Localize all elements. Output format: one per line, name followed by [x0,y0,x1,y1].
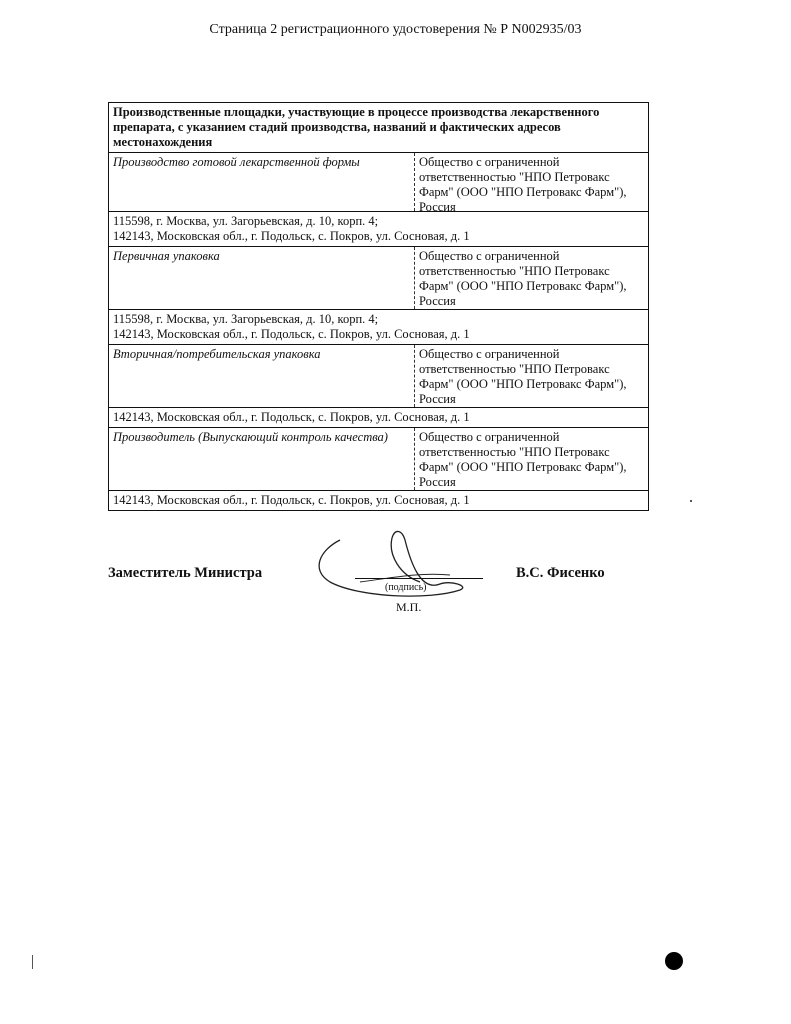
signature-caption: (подпись) [385,582,427,593]
signer-position: Заместитель Министра [108,565,263,581]
handwritten-signature [300,520,490,610]
address-block [109,212,648,247]
address-line: 115598, г. Москва, ул. Загорьевская, д. 10, корп. 4; [113,312,379,326]
stage-name: Производитель (Выпускающий контроль качества) [113,430,388,444]
address-block [109,408,648,428]
stage-row [109,428,648,491]
stage-name: Первичная упаковка [113,249,220,263]
address-block [109,310,648,345]
stamp-label: М.П. [396,600,422,614]
stage-company: Общество с ограниченной ответственностью "НПО Петровакс Фарм" (ООО "НПО Петровакс Фарм"), Россия [414,345,648,407]
stage-name: Производство готовой лекарственной формы [113,155,360,169]
address-line: 142143, Московская обл., г. Подольск, с. Покров, ул. Сосновая, д. 1 [113,327,470,341]
stage-row [109,153,648,212]
scan-speck [32,955,33,969]
signature-line [355,578,483,579]
stage-name: Вторичная/потребительская упаковка [113,347,321,361]
address-line: 142143, Московская обл., г. Подольск, с. Покров, ул. Сосновая, д. 1 [113,229,470,243]
stage-row [109,345,648,408]
address-line: 142143, Московская обл., г. Подольск, с. Покров, ул. Сосновая, д. 1 [113,493,470,507]
page-header: Страница 2 регистрационного удостоверения № Р N002935/03 [209,22,582,37]
stage-row [109,247,648,310]
address-line: 142143, Московская обл., г. Подольск, с. Покров, ул. Сосновая, д. 1 [113,410,470,424]
stage-company: Общество с ограниченной ответственностью "НПО Петровакс Фарм" (ООО "НПО Петровакс Фарм"), Россия [414,247,648,309]
stage-company: Общество с ограниченной ответственностью "НПО Петровакс Фарм" (ООО "НПО Петровакс Фарм"), Россия [414,428,648,490]
stage-company: Общество с ограниченной ответственностью "НПО Петровакс Фарм" (ООО "НПО Петровакс Фарм"), Россия [414,153,648,211]
table-heading: Производственные площадки, участвующие в процессе производства лекарственного препарата, с указанием стадий производства, названий и фактических адресов местонахождения [109,103,648,153]
signer-name: В.С. Фисенко [516,565,605,581]
address-block [109,491,648,510]
address-line: 115598, г. Москва, ул. Загорьевская, д. 10, корп. 4; [113,214,379,228]
production-sites-table [108,102,649,511]
scan-speck [690,500,692,502]
scan-mark [665,952,683,970]
